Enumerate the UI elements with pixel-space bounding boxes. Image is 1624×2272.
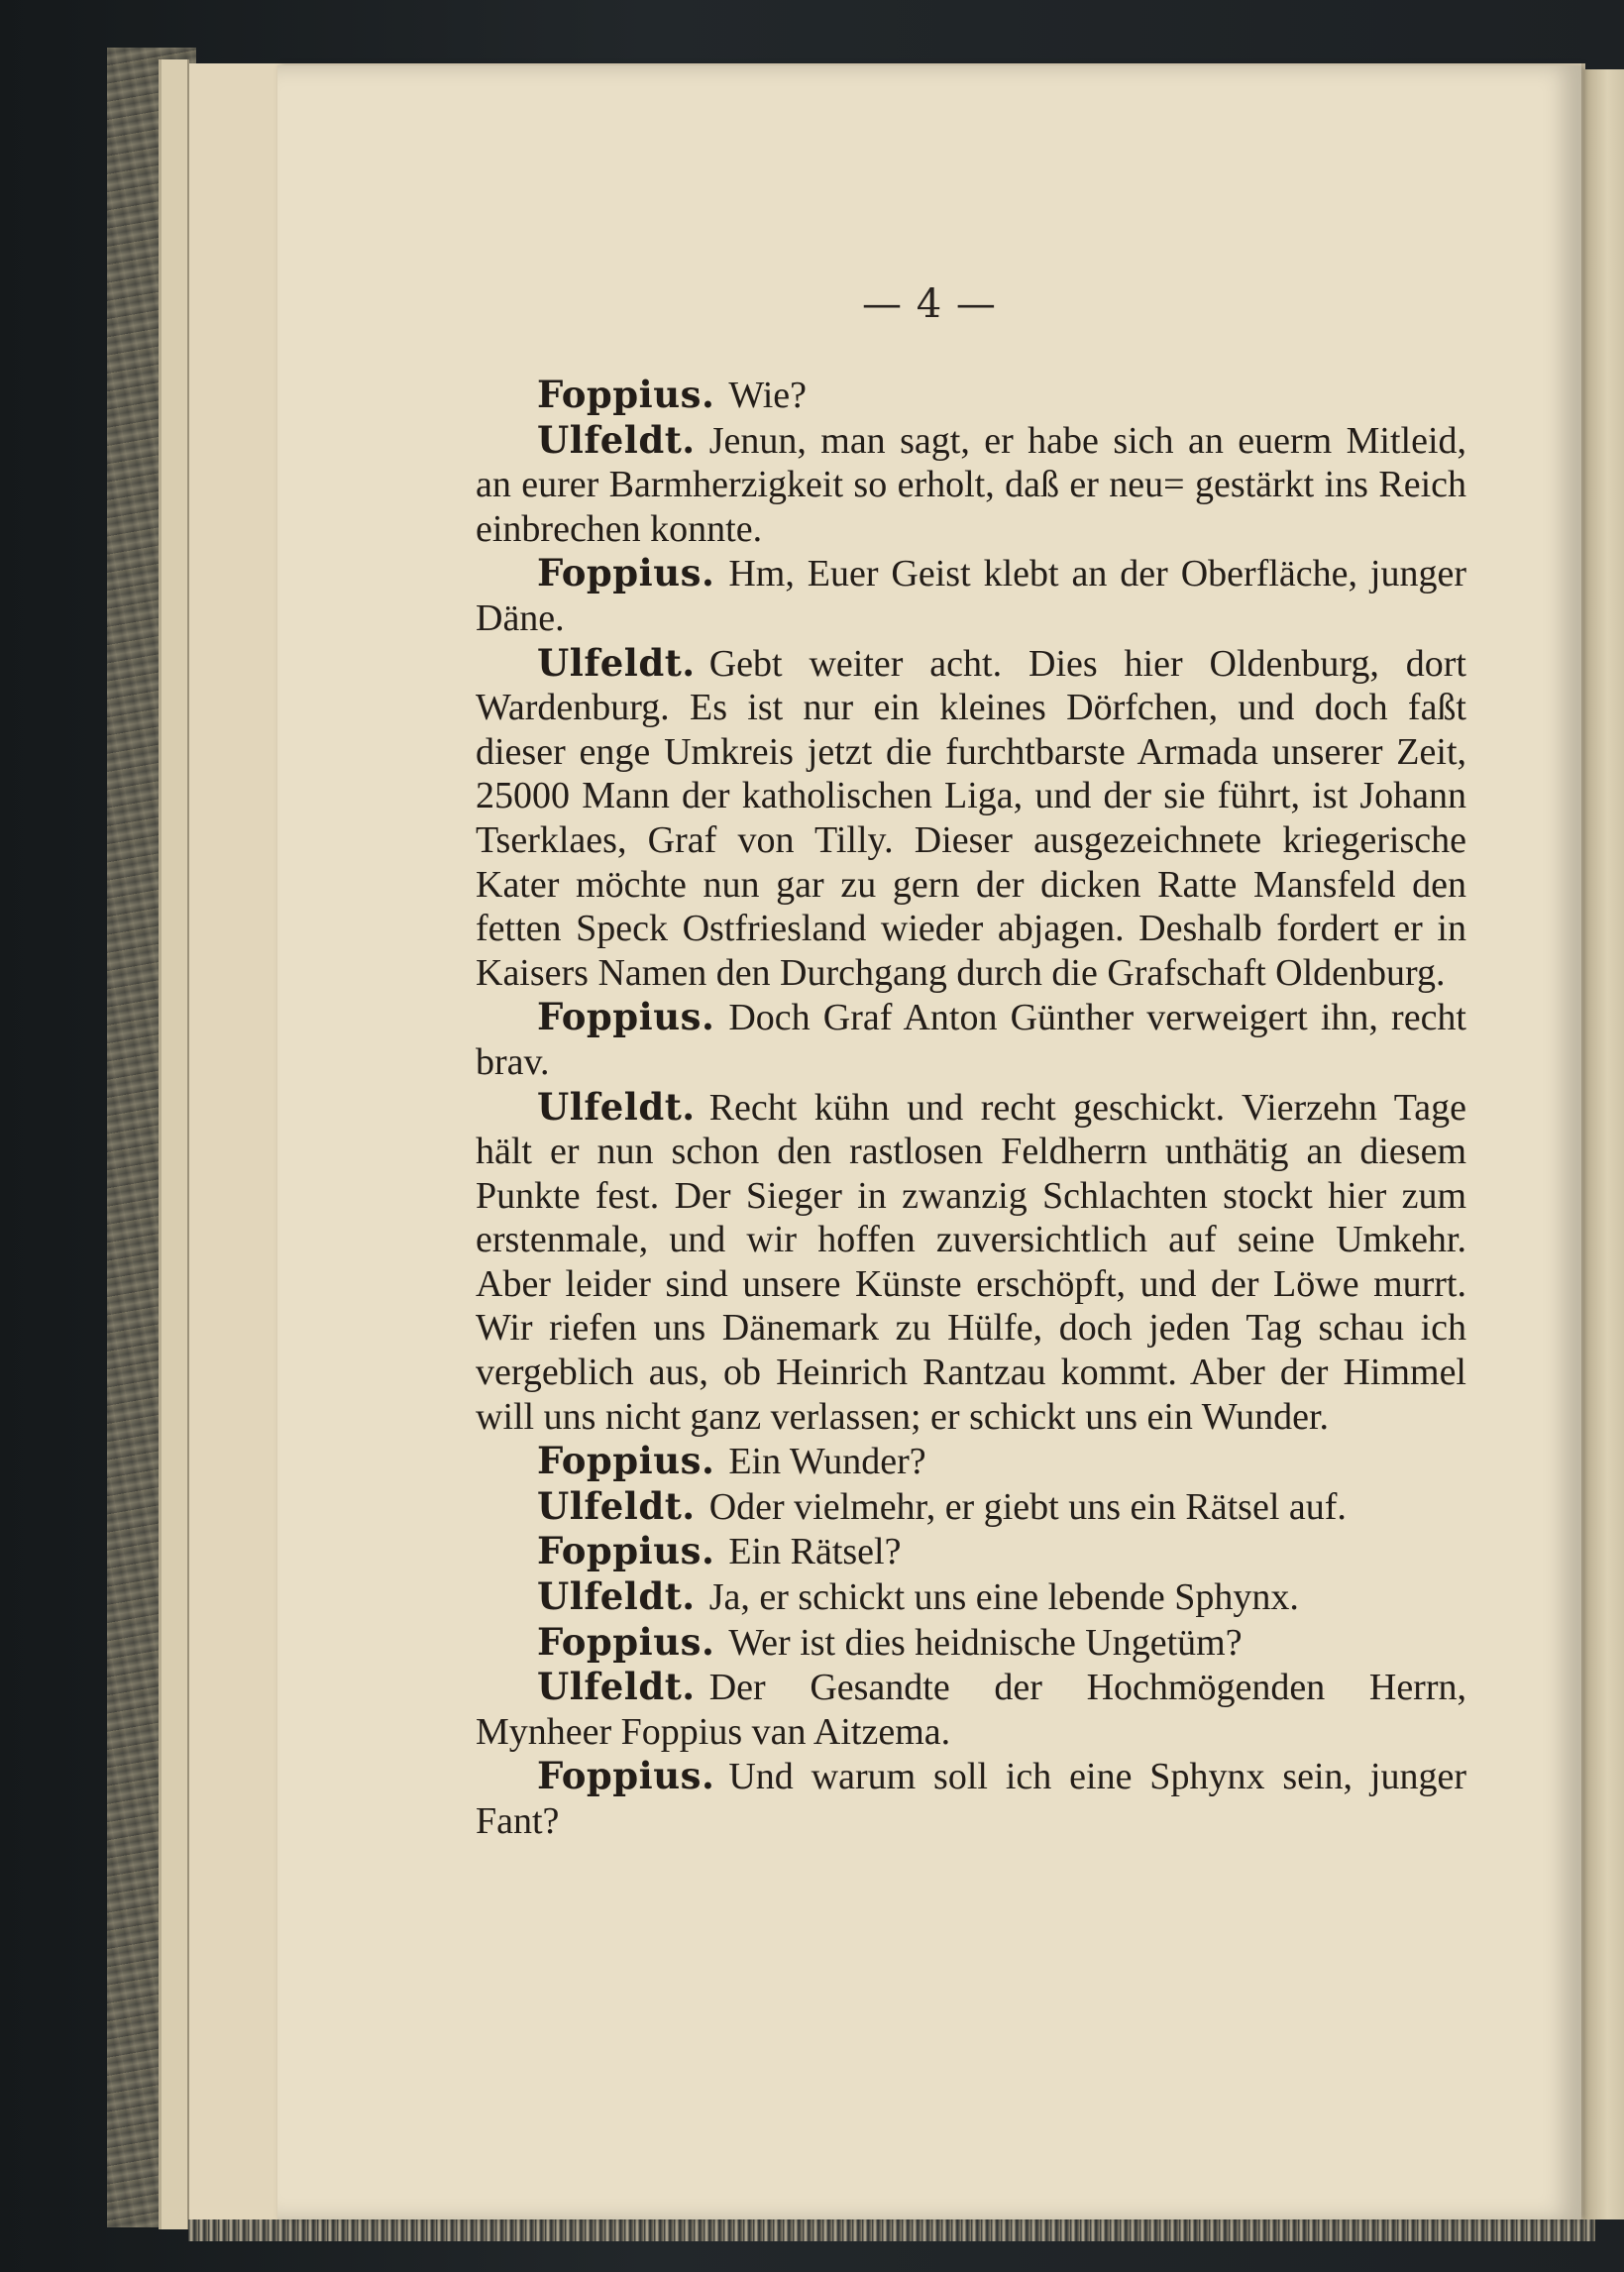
- dialogue-paragraph: [476, 551, 1466, 640]
- speaker-name: Foppius.: [537, 373, 715, 416]
- speaker-name: Ulfeldt.: [537, 1574, 696, 1619]
- dialogue-paragraph: [476, 1085, 1466, 1440]
- speech-text: Ein Rätsel?: [728, 1531, 902, 1573]
- page-bottom-edge: [188, 2219, 1595, 2241]
- speech-text: Jenun, man sagt, er habe sich an euerm Mitleid, an eurer Barmherzigkeit so erholt, daß er neu= gestärkt ins Reich einbrechen konnte.: [476, 419, 1466, 550]
- speaker-name: Foppius.: [537, 551, 715, 595]
- speech-text: Und warum soll ich eine Sphynx sein, junger Fant?: [476, 1756, 1466, 1842]
- dialogue-paragraph: [476, 1665, 1466, 1754]
- speaker-name: Ulfeldt.: [537, 417, 696, 462]
- speech-text: Ein Wunder?: [728, 1441, 926, 1483]
- book-page: [277, 65, 1581, 2219]
- speech-text: Wer ist dies heidnische Ungetüm?: [728, 1621, 1243, 1664]
- speaker-name: Foppius.: [537, 1529, 715, 1573]
- speaker-name: Foppius.: [537, 1439, 715, 1483]
- dialogue-paragraph: [476, 1620, 1466, 1666]
- speaker-name: Foppius.: [537, 1754, 715, 1798]
- speech-text: Wie?: [728, 375, 807, 416]
- next-page-edge: [1583, 69, 1624, 2219]
- dialogue-paragraph: [476, 995, 1466, 1084]
- speech-text: Doch Graf Anton Günther verweigert ihn, recht brav.: [476, 997, 1466, 1083]
- dialogue-paragraph: [476, 373, 1466, 418]
- speech-text: Hm, Euer Geist klebt an der Oberfläche, junger Däne.: [476, 553, 1466, 639]
- page-number: — 4 —: [862, 281, 997, 327]
- dialogue-paragraph: [476, 1484, 1466, 1530]
- dialogue-text: [476, 373, 1466, 1844]
- speaker-name: Ulfeldt.: [537, 640, 696, 685]
- speech-text: Oder vielmehr, er giebt uns ein Rätsel auf.: [708, 1485, 1347, 1528]
- speech-text: Ja, er schickt uns eine lebende Sphynx.: [708, 1576, 1299, 1619]
- speech-text: Recht kühn und recht geschickt. Vierzehn Tage hält er nun schon den rastlosen Feldherrn unthätig an diesem Punkte fest. Der Sieger in zwanzig Schlachten stockt hier zum erstenmale, und wir hoffen zuversichtlich auf seine Umkehr. Aber leider sind unsere Künste erschöpft, und der Löwe murrt. Wir riefen uns Dänemark zu Hülfe, doch jeden Tag schau ich vergeblich aus, ob Heinrich Rantzau kommt. Aber der Himmel will uns nicht ganz verlassen; er schickt uns ein Wunder.: [476, 1086, 1466, 1438]
- speaker-name: Ulfeldt.: [537, 1483, 696, 1528]
- dialogue-paragraph: [476, 1754, 1466, 1843]
- speech-text: Der Gesandte der Hochmögenden Herrn, Mynheer Foppius van Aitzema.: [476, 1667, 1466, 1753]
- speaker-name: Ulfeldt.: [537, 1665, 696, 1709]
- speaker-name: Ulfeldt.: [537, 1084, 696, 1129]
- book-gutter: [159, 59, 189, 2229]
- speaker-name: Foppius.: [537, 995, 715, 1039]
- dialogue-paragraph: [476, 418, 1466, 552]
- dialogue-paragraph: [476, 1439, 1466, 1484]
- speaker-name: Foppius.: [537, 1619, 715, 1664]
- speech-text: Gebt weiter acht. Dies hier Oldenburg, dort Wardenburg. Es ist nur ein kleines Dörfchen, und doch faßt dieser enge Umkreis jetzt die furchtbarste Armada unserer Zeit, 25000 Mann der katholischen Liga, und der sie führt, ist Johann Tserklaes, Graf von Tilly. Dieser ausgezeichnete kriegerische Kater möchte nun gar zu gern der dicken Ratte Mansfeld den fetten Speck Ostfriesland wieder abjagen. Deshalb fordert er in Kaisers Namen den Durchgang durch die Grafschaft Oldenburg.: [476, 642, 1466, 994]
- dialogue-paragraph: [476, 1574, 1466, 1620]
- dialogue-paragraph: [476, 641, 1466, 996]
- dialogue-paragraph: [476, 1529, 1466, 1574]
